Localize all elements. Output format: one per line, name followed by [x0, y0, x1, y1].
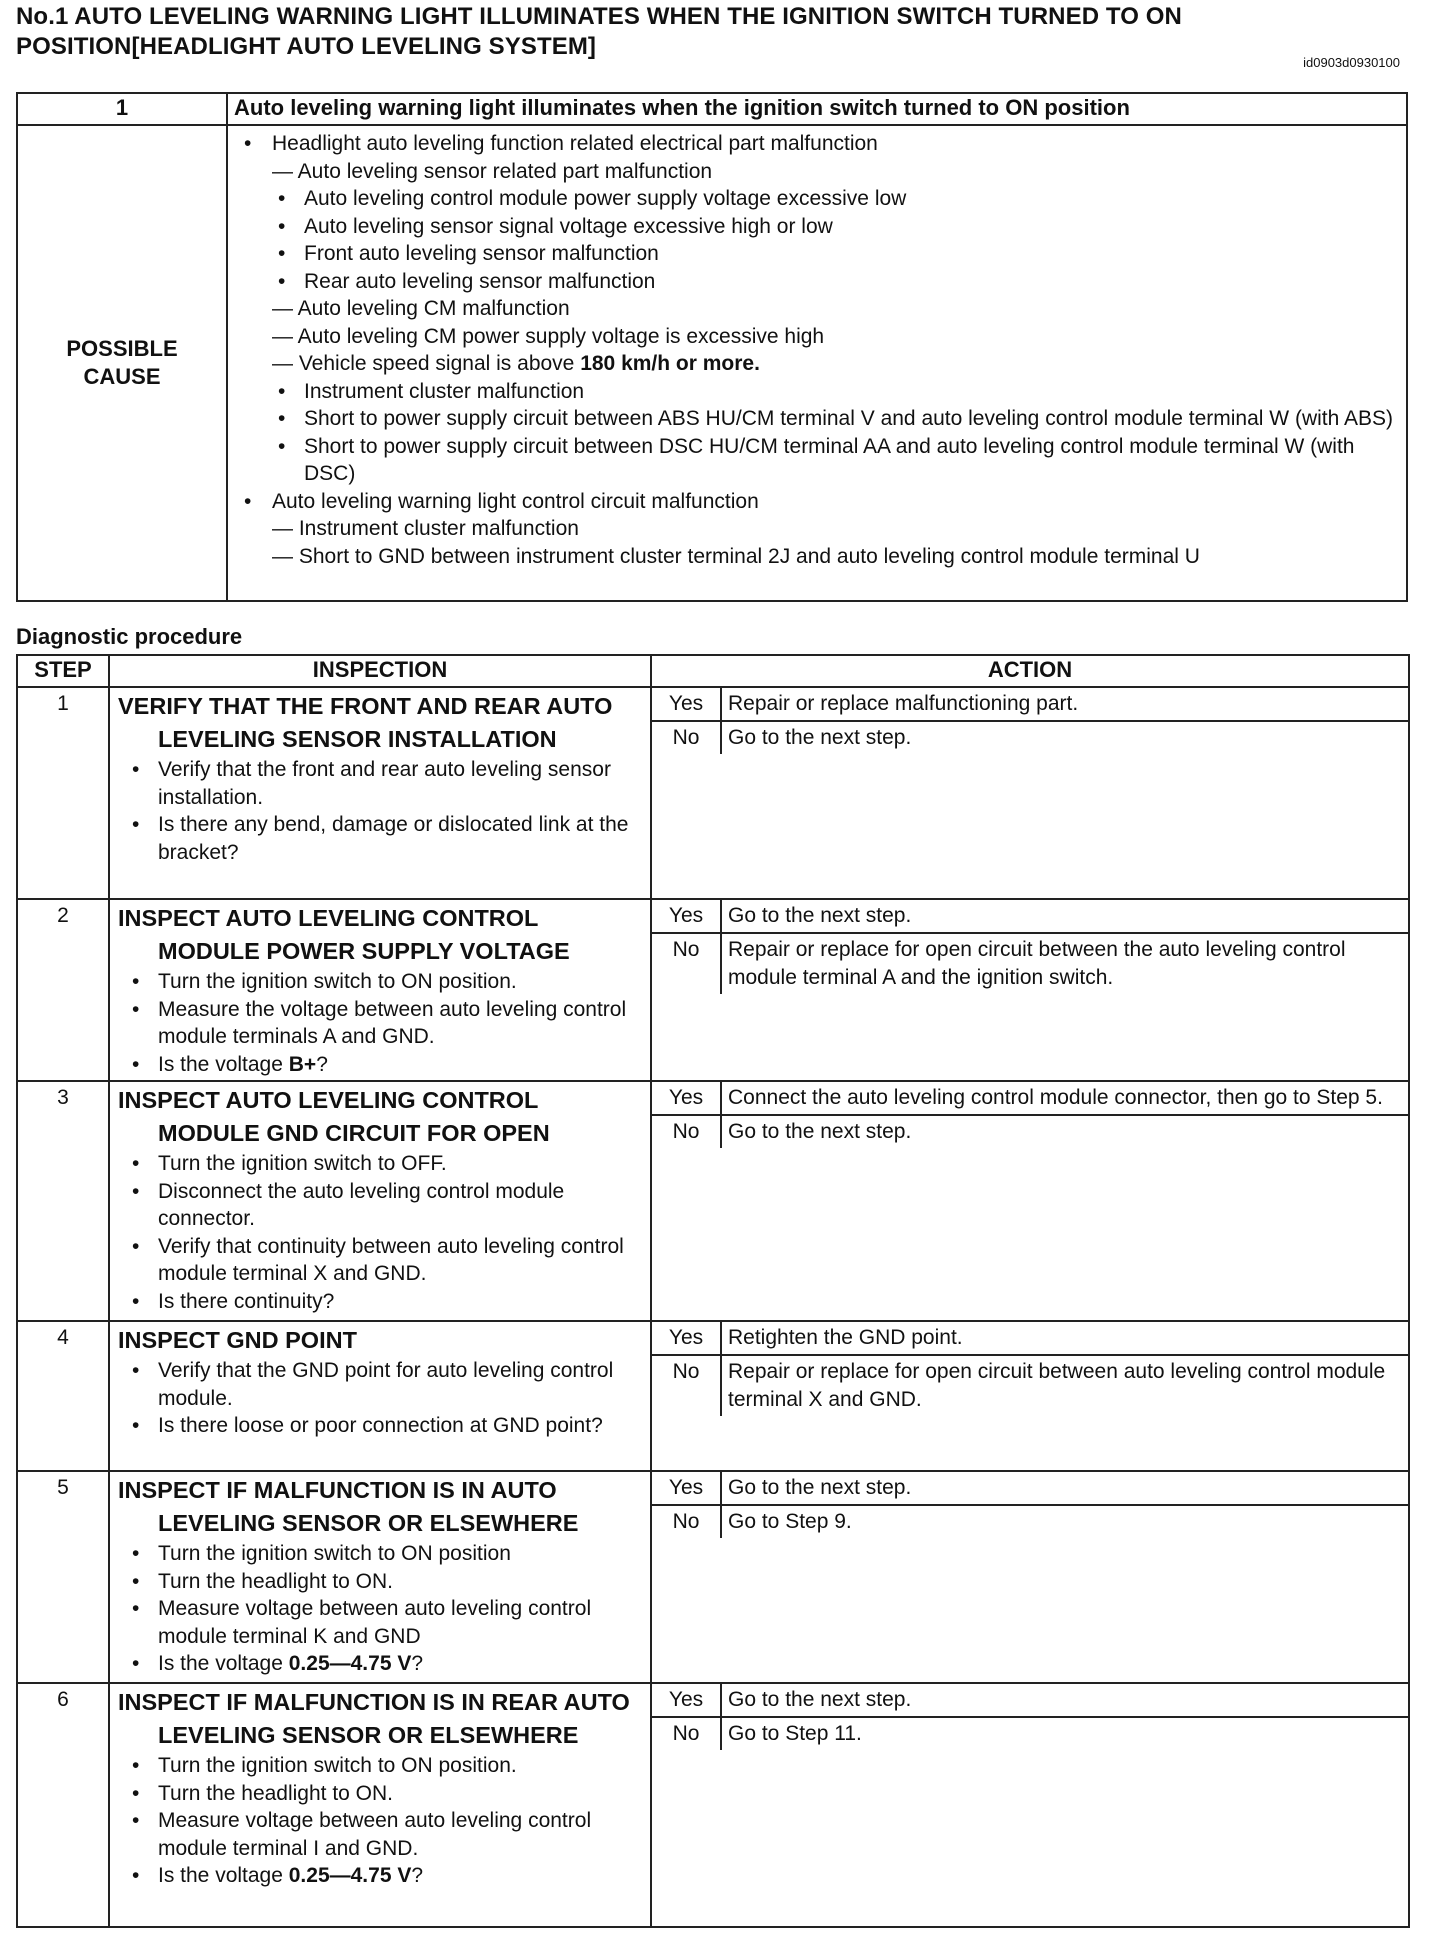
no-action: Go to Step 9.	[728, 1510, 852, 1533]
inspection-title: INSPECT GND POINT	[118, 1327, 357, 1353]
inspection-item: • Turn the ignition switch to ON position.	[118, 968, 644, 996]
yes-label: Yes	[652, 1472, 722, 1504]
diagnostic-header-row	[17, 655, 1409, 687]
result-action-cell	[651, 1081, 1409, 1321]
inspection-list	[118, 1150, 644, 1315]
diagnostic-table	[16, 654, 1410, 1928]
inspection-cell	[109, 687, 651, 899]
no-result-row	[652, 722, 1408, 754]
cause-item: — Auto leveling sensor related part malfunction	[272, 159, 713, 183]
inspection-cell	[109, 1321, 651, 1471]
step-number: 6	[17, 1683, 109, 1927]
inspection-title: VERIFY THAT THE FRONT AND REAR AUTO LEVELING SENSOR INSTALLATION	[118, 693, 613, 752]
no-label: No	[652, 1718, 722, 1750]
no-action: Go to the next step.	[728, 726, 912, 749]
no-action: Go to the next step.	[728, 1120, 912, 1143]
inspection-item: • Verify that continuity between auto leveling control module terminal X and GND.	[118, 1233, 644, 1288]
step-row	[17, 1321, 1409, 1471]
inspection-list	[118, 756, 644, 866]
cause-item: • Short to power supply circuit between ABS HU/CM terminal V and auto leveling control module terminal W (with ABS)	[236, 405, 1400, 433]
inspection-item: • Is there loose or poor connection at GND point?	[118, 1412, 644, 1440]
inspection-header: INSPECTION	[109, 655, 651, 687]
cause-item: — Short to GND between instrument cluster terminal 2J and auto leveling control module terminal U	[272, 544, 1200, 568]
inspection-cell	[109, 1081, 651, 1321]
no-result-row	[652, 1718, 1408, 1750]
inspection-title: INSPECT AUTO LEVELING CONTROL MODULE POWER SUPPLY VOLTAGE	[118, 905, 570, 964]
inspection-item: • Disconnect the auto leveling control module connector.	[118, 1178, 644, 1233]
step-number: 4	[17, 1321, 109, 1471]
no-result-row	[652, 1116, 1408, 1148]
cause-item: — Instrument cluster malfunction	[272, 517, 579, 540]
inspection-item: • Turn the ignition switch to OFF.	[118, 1150, 644, 1178]
cause-item: • Rear auto leveling sensor malfunction	[236, 268, 1400, 296]
yes-action: Go to the next step.	[728, 1688, 912, 1711]
inspection-item: • Turn the headlight to ON.	[118, 1780, 644, 1808]
document-id: id0903d0930100	[1303, 55, 1400, 70]
no-result-row	[652, 934, 1408, 994]
cause-item: • Short to power supply circuit between DSC HU/CM terminal AA and auto leveling control module terminal W (with DSC)	[236, 433, 1400, 488]
cause-list	[227, 125, 1407, 601]
inspection-title: INSPECT IF MALFUNCTION IS IN REAR AUTO LEVELING SENSOR OR ELSEWHERE	[118, 1689, 630, 1748]
inspection-item: • Measure voltage between auto leveling control module terminal I and GND.	[118, 1807, 644, 1862]
yes-action: Connect the auto leveling control module connector, then go to Step 5.	[728, 1086, 1383, 1109]
inspection-list	[118, 1357, 644, 1440]
step-row	[17, 899, 1409, 1081]
yes-label: Yes	[652, 900, 722, 932]
cause-item: • Auto leveling sensor signal voltage excessive high or low	[236, 213, 1400, 241]
no-label: No	[652, 1506, 722, 1538]
yes-action: Repair or replace malfunctioning part.	[728, 692, 1079, 715]
inspection-cell	[109, 899, 651, 1081]
cause-item: — Auto leveling CM power supply voltage is excessive high	[272, 324, 825, 348]
step-row	[17, 1683, 1409, 1927]
no-label: No	[652, 722, 722, 754]
cause-item: — Auto leveling CM malfunction	[272, 297, 570, 320]
yes-result-row	[652, 1472, 1408, 1506]
yes-label: Yes	[652, 1322, 722, 1354]
yes-result-row	[652, 900, 1408, 934]
cause-item: • Auto leveling warning light control circuit malfunction	[236, 488, 1400, 516]
page-title: No.1 AUTO LEVELING WARNING LIGHT ILLUMINATES WHEN THE IGNITION SWITCH TURNED TO ON POSITION[HEADLIGHT AUTO LEVELING SYSTEM]	[16, 3, 1182, 60]
yes-result-row	[652, 1082, 1408, 1116]
inspection-item: • Is there any bend, damage or dislocated link at the bracket?	[118, 811, 644, 866]
step-row	[17, 687, 1409, 899]
inspection-cell	[109, 1471, 651, 1683]
cause-number: 1	[17, 93, 227, 125]
step-number: 1	[17, 687, 109, 899]
no-result-row	[652, 1356, 1408, 1416]
diagnostic-steps	[17, 687, 1409, 1927]
no-action: Repair or replace for open circuit between auto leveling control module terminal X and GND.	[728, 1360, 1386, 1411]
inspection-cell	[109, 1683, 651, 1927]
action-header: ACTION	[651, 655, 1409, 687]
step-header: STEP	[17, 655, 109, 687]
inspection-list	[118, 1540, 644, 1678]
inspection-item: • Verify that the GND point for auto leveling control module.	[118, 1357, 644, 1412]
yes-action: Go to the next step.	[728, 1476, 912, 1499]
step-number: 3	[17, 1081, 109, 1321]
result-action-cell	[651, 1683, 1409, 1927]
result-action-cell	[651, 1471, 1409, 1683]
result-action-cell	[651, 687, 1409, 899]
inspection-item: • Turn the ignition switch to ON position	[118, 1540, 644, 1568]
no-action: Repair or replace for open circuit between the auto leveling control module terminal A and the ignition switch.	[728, 938, 1346, 989]
cause-item: • Headlight auto leveling function related electrical part malfunction	[236, 130, 1400, 158]
result-action-cell	[651, 1321, 1409, 1471]
inspection-item: • Turn the ignition switch to ON position.	[118, 1752, 644, 1780]
step-number: 5	[17, 1471, 109, 1683]
yes-label: Yes	[652, 1082, 722, 1114]
cause-body-row	[17, 125, 1407, 601]
step-row	[17, 1081, 1409, 1321]
inspection-item: • Is the voltage 0.25—4.75 V?	[118, 1650, 644, 1678]
yes-action: Retighten the GND point.	[728, 1326, 963, 1349]
yes-label: Yes	[652, 1684, 722, 1716]
possible-cause-label: POSSIBLE CAUSE	[17, 125, 227, 601]
inspection-item: • Measure the voltage between auto leveling control module terminals A and GND.	[118, 996, 644, 1051]
yes-action: Go to the next step.	[728, 904, 912, 927]
cause-heading: Auto leveling warning light illuminates when the ignition switch turned to ON position	[227, 93, 1407, 125]
step-row	[17, 1471, 1409, 1683]
yes-result-row	[652, 688, 1408, 722]
cause-item: • Instrument cluster malfunction	[236, 378, 1400, 406]
no-label: No	[652, 1356, 722, 1416]
cause-item: • Auto leveling control module power supply voltage excessive low	[236, 185, 1400, 213]
inspection-list	[118, 1752, 644, 1890]
yes-result-row	[652, 1322, 1408, 1356]
inspection-title: INSPECT IF MALFUNCTION IS IN AUTO LEVELING SENSOR OR ELSEWHERE	[118, 1477, 579, 1536]
inspection-item: • Measure voltage between auto leveling control module terminal K and GND	[118, 1595, 644, 1650]
cause-item: • Front auto leveling sensor malfunction	[236, 240, 1400, 268]
inspection-list	[118, 968, 644, 1078]
result-action-cell	[651, 899, 1409, 1081]
no-label: No	[652, 1116, 722, 1148]
diagnostic-procedure-label: Diagnostic procedure	[16, 624, 243, 649]
no-result-row	[652, 1506, 1408, 1538]
cause-item: — Vehicle speed signal is above 180 km/h or more.	[272, 352, 760, 375]
inspection-item: • Is there continuity?	[118, 1288, 644, 1316]
possible-cause-table	[16, 92, 1408, 602]
yes-result-row	[652, 1684, 1408, 1718]
inspection-item: • Turn the headlight to ON.	[118, 1568, 644, 1596]
step-number: 2	[17, 899, 109, 1081]
cause-header-row	[17, 93, 1407, 125]
inspection-title: INSPECT AUTO LEVELING CONTROL MODULE GND CIRCUIT FOR OPEN	[118, 1087, 550, 1146]
inspection-item: • Is the voltage B+?	[118, 1051, 644, 1079]
no-label: No	[652, 934, 722, 994]
inspection-item: • Is the voltage 0.25—4.75 V?	[118, 1862, 644, 1890]
no-action: Go to Step 11.	[728, 1722, 862, 1745]
inspection-item: • Verify that the front and rear auto leveling sensor installation.	[118, 756, 644, 811]
yes-label: Yes	[652, 688, 722, 720]
